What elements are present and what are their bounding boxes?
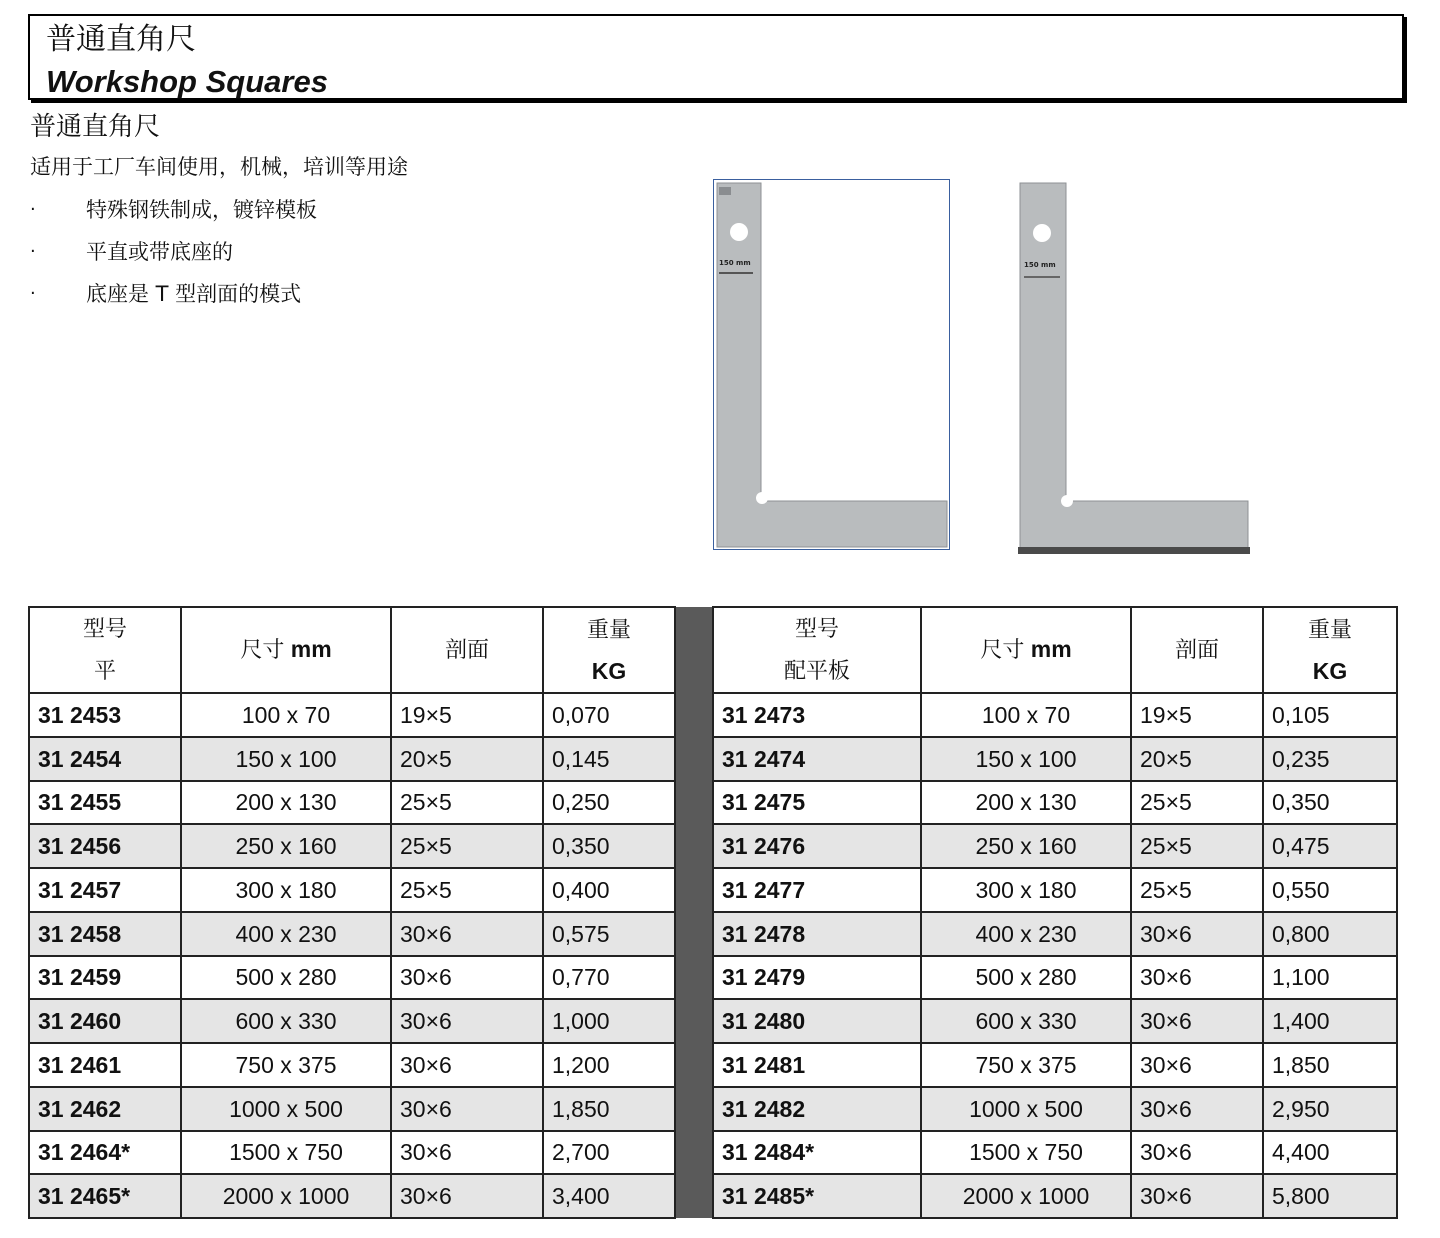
weight-cell: 3,400 bbox=[543, 1174, 675, 1218]
section-cell: 25×5 bbox=[1131, 868, 1263, 912]
table-row bbox=[29, 956, 1397, 1000]
section-cell: 30×6 bbox=[391, 912, 543, 956]
table-row bbox=[29, 1087, 1397, 1131]
section-cell: 30×6 bbox=[391, 1087, 543, 1131]
table-row bbox=[29, 1043, 1397, 1087]
size-cell: 150 x 100 bbox=[181, 737, 391, 781]
model-number-cell: 31 2481 bbox=[713, 1043, 921, 1087]
model-number-cell: 31 2482 bbox=[713, 1087, 921, 1131]
section-cell: 30×6 bbox=[1131, 956, 1263, 1000]
section-cell: 30×6 bbox=[1131, 1087, 1263, 1131]
section-cell: 30×6 bbox=[1131, 1131, 1263, 1175]
size-cell: 600 x 330 bbox=[181, 999, 391, 1043]
model-number-cell: 31 2484* bbox=[713, 1131, 921, 1175]
model-number-cell: 31 2461 bbox=[29, 1043, 181, 1087]
model-number-cell: 31 2478 bbox=[713, 912, 921, 956]
size-cell: 600 x 330 bbox=[921, 999, 1131, 1043]
section-cell: 19×5 bbox=[1131, 693, 1263, 737]
section-cell: 30×6 bbox=[391, 1043, 543, 1087]
base-square-image bbox=[1016, 181, 1252, 559]
size-cell: 750 x 375 bbox=[181, 1043, 391, 1087]
weight-cell: 0,250 bbox=[543, 781, 675, 825]
size-cell: 400 x 230 bbox=[181, 912, 391, 956]
bullet-icon: · bbox=[30, 199, 36, 220]
weight-cell: 5,800 bbox=[1263, 1174, 1397, 1218]
section-cell: 30×6 bbox=[391, 1174, 543, 1218]
feature-text: 底座是 T 型剖面的模式 bbox=[86, 282, 302, 306]
table-row bbox=[29, 1174, 1397, 1218]
feature-text: 特殊钢铁制成，镀锌模板 bbox=[86, 198, 317, 222]
model-number-cell: 31 2455 bbox=[29, 781, 181, 825]
table-header-row bbox=[29, 607, 1397, 693]
size-cell: 1000 x 500 bbox=[181, 1087, 391, 1131]
model-number-cell: 31 2473 bbox=[713, 693, 921, 737]
col-header-section: 剖面 bbox=[391, 607, 543, 693]
model-number-cell: 31 2460 bbox=[29, 999, 181, 1043]
section-heading: 普通直角尺 bbox=[30, 112, 161, 142]
weight-cell: 1,850 bbox=[543, 1087, 675, 1131]
flat-square-image bbox=[713, 179, 951, 551]
table-row bbox=[29, 737, 1397, 781]
section-cell: 30×6 bbox=[1131, 999, 1263, 1043]
model-number-cell: 31 2457 bbox=[29, 868, 181, 912]
size-cell: 200 x 130 bbox=[181, 781, 391, 825]
size-cell: 1000 x 500 bbox=[921, 1087, 1131, 1131]
col-header-model: 型号 配平板 bbox=[713, 607, 921, 693]
weight-cell: 2,700 bbox=[543, 1131, 675, 1175]
size-cell: 300 x 180 bbox=[921, 868, 1131, 912]
model-number-cell: 31 2459 bbox=[29, 956, 181, 1000]
weight-cell: 2,950 bbox=[1263, 1087, 1397, 1131]
weight-cell: 0,550 bbox=[1263, 868, 1397, 912]
size-cell: 500 x 280 bbox=[921, 956, 1131, 1000]
model-number-cell: 31 2458 bbox=[29, 912, 181, 956]
weight-cell: 0,350 bbox=[543, 824, 675, 868]
section-cell: 30×6 bbox=[391, 1131, 543, 1175]
size-cell: 150 x 100 bbox=[921, 737, 1131, 781]
table-row bbox=[29, 999, 1397, 1043]
section-cell: 30×6 bbox=[391, 999, 543, 1043]
weight-cell: 1,200 bbox=[543, 1043, 675, 1087]
table-row bbox=[29, 1131, 1397, 1175]
model-number-cell: 31 2453 bbox=[29, 693, 181, 737]
size-cell: 750 x 375 bbox=[921, 1043, 1131, 1087]
section-cell: 25×5 bbox=[391, 824, 543, 868]
size-cell: 100 x 70 bbox=[181, 693, 391, 737]
weight-cell: 0,070 bbox=[543, 693, 675, 737]
model-number-cell: 31 2474 bbox=[713, 737, 921, 781]
col-header-weight: 重量 KG bbox=[543, 607, 675, 693]
size-cell: 2000 x 1000 bbox=[921, 1174, 1131, 1218]
col-header-size: 尺寸 mm bbox=[921, 607, 1131, 693]
table-row bbox=[29, 781, 1397, 825]
weight-cell: 0,800 bbox=[1263, 912, 1397, 956]
weight-cell: 0,350 bbox=[1263, 781, 1397, 825]
weight-cell: 0,105 bbox=[1263, 693, 1397, 737]
section-cell: 25×5 bbox=[391, 868, 543, 912]
section-cell: 30×6 bbox=[1131, 1174, 1263, 1218]
square-scale-label: 150 mm bbox=[1024, 261, 1056, 269]
feature-text: 平直或带底座的 bbox=[86, 240, 233, 264]
weight-cell: 0,475 bbox=[1263, 824, 1397, 868]
column-divider bbox=[675, 607, 713, 693]
size-cell: 2000 x 1000 bbox=[181, 1174, 391, 1218]
weight-cell: 0,235 bbox=[1263, 737, 1397, 781]
page-title-en: Workshop Squares bbox=[46, 64, 328, 99]
size-cell: 1500 x 750 bbox=[181, 1131, 391, 1175]
model-number-cell: 31 2465* bbox=[29, 1174, 181, 1218]
weight-cell: 0,145 bbox=[543, 737, 675, 781]
size-cell: 200 x 130 bbox=[921, 781, 1131, 825]
column-divider bbox=[675, 693, 713, 1218]
size-cell: 400 x 230 bbox=[921, 912, 1131, 956]
bullet-icon: · bbox=[30, 241, 36, 262]
size-cell: 1500 x 750 bbox=[921, 1131, 1131, 1175]
table-body bbox=[29, 693, 1397, 1218]
model-number-cell: 31 2475 bbox=[713, 781, 921, 825]
size-cell: 100 x 70 bbox=[921, 693, 1131, 737]
section-cell: 19×5 bbox=[391, 693, 543, 737]
title-box bbox=[28, 14, 1404, 100]
section-cell: 20×5 bbox=[1131, 737, 1263, 781]
size-cell: 250 x 160 bbox=[181, 824, 391, 868]
square-scale-label: 150 mm bbox=[719, 259, 751, 267]
weight-cell: 0,400 bbox=[543, 868, 675, 912]
model-number-cell: 31 2477 bbox=[713, 868, 921, 912]
page-title-cn: 普通直角尺 bbox=[46, 22, 196, 57]
table-row bbox=[29, 693, 1397, 737]
size-cell: 300 x 180 bbox=[181, 868, 391, 912]
bullet-icon: · bbox=[30, 283, 36, 304]
model-number-cell: 31 2479 bbox=[713, 956, 921, 1000]
model-number-cell: 31 2456 bbox=[29, 824, 181, 868]
section-cell: 30×6 bbox=[1131, 1043, 1263, 1087]
col-header-size: 尺寸 mm bbox=[181, 607, 391, 693]
model-number-cell: 31 2454 bbox=[29, 737, 181, 781]
weight-cell: 0,575 bbox=[543, 912, 675, 956]
size-cell: 500 x 280 bbox=[181, 956, 391, 1000]
weight-cell: 1,400 bbox=[1263, 999, 1397, 1043]
col-header-model: 型号 平 bbox=[29, 607, 181, 693]
size-cell: 250 x 160 bbox=[921, 824, 1131, 868]
weight-cell: 4,400 bbox=[1263, 1131, 1397, 1175]
section-cell: 30×6 bbox=[391, 956, 543, 1000]
table-row bbox=[29, 912, 1397, 956]
model-number-cell: 31 2476 bbox=[713, 824, 921, 868]
col-header-section: 剖面 bbox=[1131, 607, 1263, 693]
weight-cell: 1,850 bbox=[1263, 1043, 1397, 1087]
table-row bbox=[29, 868, 1397, 912]
weight-cell: 1,000 bbox=[543, 999, 675, 1043]
section-cell: 25×5 bbox=[1131, 824, 1263, 868]
model-number-cell: 31 2480 bbox=[713, 999, 921, 1043]
model-number-cell: 31 2485* bbox=[713, 1174, 921, 1218]
col-header-weight: 重量 KG bbox=[1263, 607, 1397, 693]
table-row bbox=[29, 824, 1397, 868]
section-cell: 25×5 bbox=[1131, 781, 1263, 825]
product-table bbox=[28, 606, 1398, 1219]
model-number-cell: 31 2464* bbox=[29, 1131, 181, 1175]
section-cell: 20×5 bbox=[391, 737, 543, 781]
section-cell: 25×5 bbox=[391, 781, 543, 825]
weight-cell: 0,770 bbox=[543, 956, 675, 1000]
section-cell: 30×6 bbox=[1131, 912, 1263, 956]
product-description: 适用于工厂车间使用，机械，培训等用途 bbox=[30, 155, 408, 179]
model-number-cell: 31 2462 bbox=[29, 1087, 181, 1131]
weight-cell: 1,100 bbox=[1263, 956, 1397, 1000]
